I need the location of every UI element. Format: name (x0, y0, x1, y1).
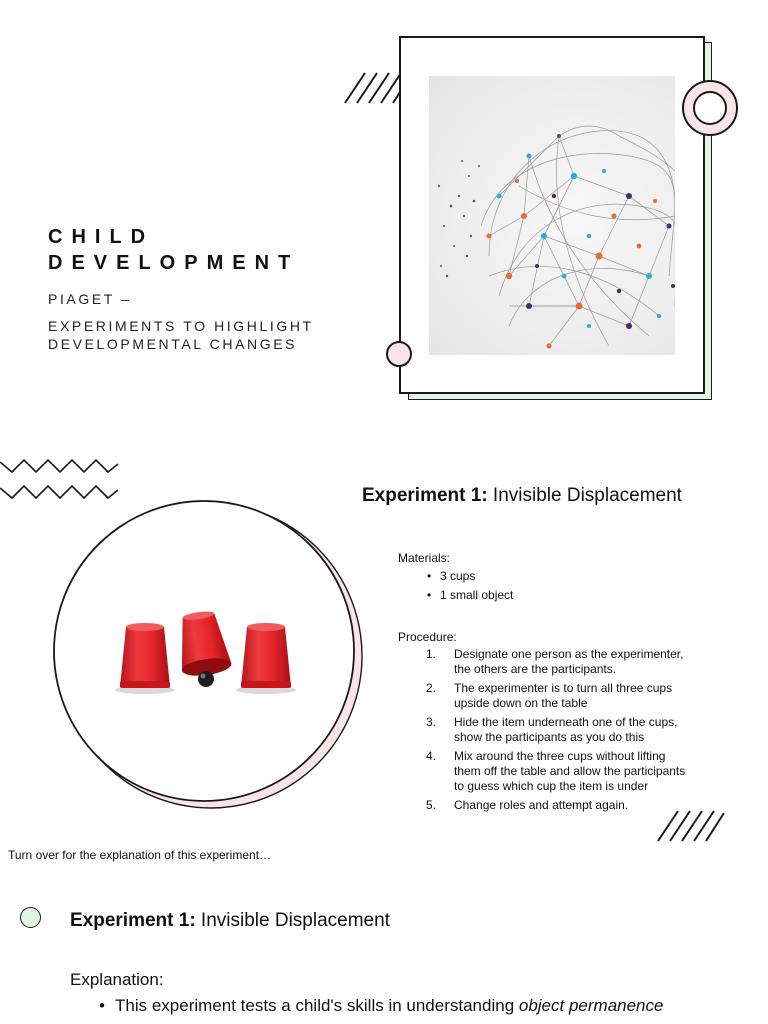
procedure-label: Procedure: (398, 630, 457, 644)
step-text: Hide the item underneath one of the cups, (454, 715, 678, 729)
explanation-heading (70, 909, 390, 933)
explanation-bullet-emphasis: object permanence (518, 996, 664, 1015)
procedure-section (398, 630, 728, 817)
list-item: • 1 small object (440, 587, 728, 603)
step-text: Change roles and attempt again. (454, 798, 629, 812)
step-text: them off the table and allow the participants (454, 764, 686, 778)
pink-dot-decoration (386, 341, 412, 367)
step-number: 3. (426, 715, 437, 729)
list-item (398, 681, 728, 711)
title-line-2: DEVELOPMENT (48, 252, 300, 274)
explanation-heading-rest: Invisible Displacement (195, 910, 390, 931)
title-line-1: CHILD (48, 226, 155, 248)
subtitle-line-1: PIAGET – (48, 291, 132, 307)
zigzag-decoration (0, 454, 120, 504)
cup-right (241, 623, 291, 688)
network-sphere-graphic (429, 76, 675, 355)
ring-decoration (682, 80, 738, 136)
cup-middle (174, 609, 232, 679)
experiment-heading (362, 484, 682, 508)
materials-section (398, 550, 728, 606)
explanation-bullet-text: This experiment tests a child's skills in understanding (115, 996, 519, 1015)
step-number: 2. (426, 681, 437, 695)
list-item (398, 715, 728, 745)
step-text: the others are the participants. (454, 662, 617, 676)
step-text: show the participants as you do this (454, 730, 645, 744)
explanation-label: Explanation: (70, 970, 164, 989)
step-number: 4. (426, 749, 437, 763)
cup-left (120, 623, 170, 688)
procedure-list (398, 647, 728, 813)
ring-decoration-inner (693, 91, 727, 125)
subtitle-line-3: DEVELOPMENTAL CHANGES (48, 336, 298, 352)
explanation-section (70, 968, 760, 1018)
experiment-heading-bold: Experiment 1: (362, 485, 488, 506)
list-item (398, 647, 728, 677)
step-text: The experimenter is to turn all three cups (454, 681, 673, 695)
materials-label: Materials: (398, 551, 451, 565)
step-text: to guess which cup the item is under (454, 779, 649, 793)
turn-over-note: Turn over for the explanation of this experiment… (8, 848, 272, 862)
three-cups-image (108, 605, 304, 705)
page-title (48, 224, 299, 276)
step-text: upside down on the table (454, 696, 588, 710)
step-number: 5. (426, 798, 437, 812)
step-text: Designate one person as the experimenter, (454, 647, 684, 661)
list-item (115, 994, 760, 1018)
network-sphere-image (429, 76, 675, 355)
explanation-heading-bold: Experiment 1: (70, 910, 196, 931)
page-subtitle (48, 290, 314, 353)
subtitle-line-2: EXPERIMENTS TO HIGHLIGHT (48, 318, 314, 334)
experiment-heading-rest: Invisible Displacement (487, 485, 682, 506)
materials-list (398, 568, 728, 603)
list-item: • 3 cups (440, 568, 728, 584)
mint-dot-decoration (20, 907, 41, 928)
explanation-list (70, 994, 760, 1018)
step-text: Mix around the three cups without lifting (454, 749, 666, 763)
list-item (398, 749, 728, 794)
step-number: 1. (426, 647, 437, 661)
small-object-ball (198, 671, 214, 687)
hatch-decoration-bottom (656, 808, 726, 844)
